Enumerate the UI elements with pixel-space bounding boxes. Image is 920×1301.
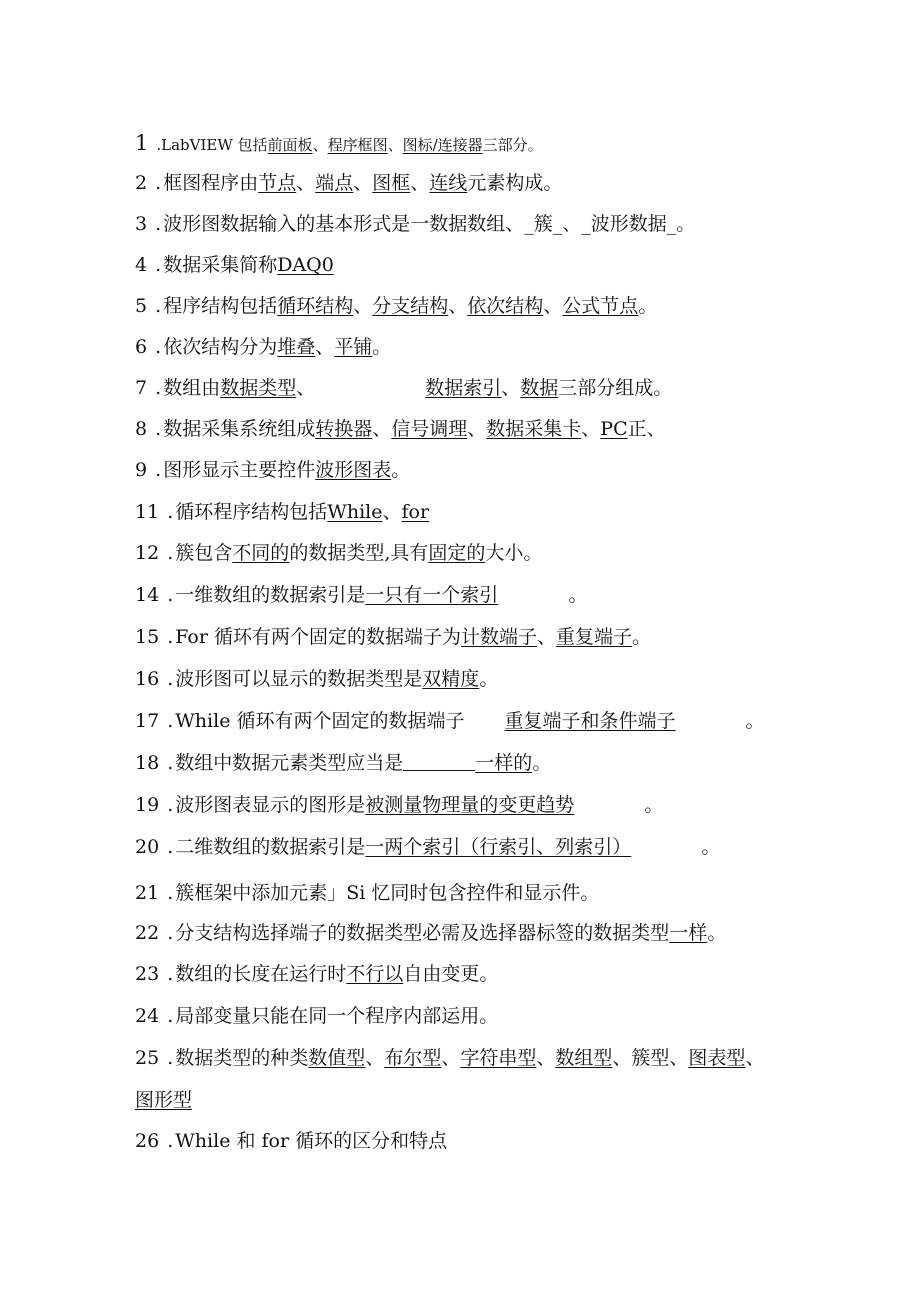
question-text: 大小。 <box>485 542 543 564</box>
list-dot: . <box>161 1047 174 1069</box>
question-line <box>135 792 805 818</box>
question-line <box>135 1045 805 1071</box>
question-text: 、 <box>441 1047 461 1069</box>
answer-blank-line <box>403 754 475 771</box>
question-text: 自由变更。 <box>403 963 499 985</box>
answer-underlined: DAQ0 <box>277 254 334 276</box>
question-text: 数组的长度在运行时 <box>175 963 347 985</box>
question-text: 三部分组成。 <box>558 377 673 399</box>
list-dot: . <box>161 626 174 648</box>
question-text: 。 <box>745 710 765 732</box>
question-text: 簇包含 <box>175 542 233 564</box>
answer-underlined: 转换器 <box>315 418 373 440</box>
question-text: 局部变量只能在同一个程序内部运用。 <box>175 1005 499 1027</box>
answer-underlined: 平铺 <box>334 336 373 358</box>
answer-underlined: 一只有一个索引 <box>365 584 499 606</box>
answer-underlined: 重复端子和条件端子 <box>504 710 676 732</box>
question-text: 框图程序由 <box>163 172 259 194</box>
list-dot: . <box>149 336 162 358</box>
question-text: 。 <box>632 626 652 648</box>
question-text: 、 <box>372 418 392 440</box>
answer-underlined: 图形型 <box>135 1089 193 1111</box>
answer-underlined: 程序框图 <box>327 136 388 154</box>
question-text: 图形显示主要控件 <box>163 459 316 481</box>
question-line <box>135 130 805 158</box>
question-number: 7 <box>135 377 148 399</box>
list-dot: . <box>149 418 162 440</box>
question-text: 、 <box>315 336 335 358</box>
question-line <box>135 666 805 692</box>
answer-underlined: 信号调理 <box>391 418 468 440</box>
question-line <box>135 750 805 776</box>
question-number: 14 <box>135 584 160 606</box>
question-line <box>135 416 805 442</box>
answer-underlined: 节点 <box>258 172 297 194</box>
question-text: 的数据类型,具有 <box>289 542 429 564</box>
answer-underlined: 一样 <box>669 922 708 944</box>
answer-underlined: 图框 <box>372 172 411 194</box>
question-text: 。 <box>479 668 499 690</box>
list-dot: . <box>161 710 174 732</box>
question-number: 24 <box>135 1005 160 1027</box>
question-line <box>135 170 805 196</box>
question-line <box>135 624 805 650</box>
question-text: 。 <box>644 794 664 816</box>
question-text: 数据类型的种类 <box>175 1047 309 1069</box>
question-line <box>135 457 805 483</box>
question-text: 分支结构选择端子的数据类型必需及选择器标签的数据类型 <box>175 922 670 944</box>
question-text: 依次结构分为 <box>163 336 278 358</box>
answer-underlined: 重复端子 <box>556 626 633 648</box>
question-line <box>135 540 805 566</box>
answer-underlined: 布尔型 <box>384 1047 442 1069</box>
answer-underlined: 字符串型 <box>460 1047 537 1069</box>
question-text: While 和 for 循环的区分和特点 <box>175 1130 448 1152</box>
answer-underlined: 分支结构 <box>372 295 449 317</box>
question-text: 数据采集系统组成 <box>163 418 316 440</box>
question-line <box>135 252 805 278</box>
question-text: 程序结构包括 <box>163 295 278 317</box>
list-dot: . <box>161 963 174 985</box>
question-number: 22 <box>135 922 160 944</box>
answer-underlined: 堆叠 <box>277 336 316 358</box>
question-text: 。 <box>638 295 658 317</box>
question-text: 。 <box>532 752 552 774</box>
question-number: 21 <box>135 882 160 904</box>
question-number: 3 <box>135 213 148 235</box>
answer-underlined: 端点 <box>315 172 354 194</box>
question-number: 5 <box>135 295 148 317</box>
question-text: 循环程序结构包括 <box>175 501 328 523</box>
question-line <box>135 961 805 987</box>
question-line <box>135 293 805 319</box>
answer-underlined: 波形图表 <box>315 459 392 481</box>
question-number: 17 <box>135 710 160 732</box>
answer-underlined: for <box>401 501 430 523</box>
question-line <box>135 499 805 525</box>
question-text: For 循环有两个固定的数据端子为 <box>175 626 461 648</box>
question-number: 2 <box>135 172 148 194</box>
question-text: While 循环有两个固定的数据端子 <box>175 710 465 732</box>
question-line <box>135 1087 805 1113</box>
answer-underlined: 公式节点 <box>562 295 639 317</box>
question-text: 数组中数据元素类型应当是 <box>175 752 404 774</box>
question-number: 23 <box>135 963 160 985</box>
question-number: 25 <box>135 1047 160 1069</box>
question-text: 、 <box>365 1047 385 1069</box>
question-text: 。 <box>568 584 588 606</box>
list-dot: . <box>161 1005 174 1027</box>
question-text: 、 <box>296 172 316 194</box>
question-number: 12 <box>135 542 160 564</box>
list-dot: . <box>161 501 174 523</box>
question-text: 、 <box>410 172 430 194</box>
question-line <box>135 211 805 237</box>
question-text: 波形图数据输入的基本形式是一数据数组、_簇_、_波形数据_。 <box>163 213 696 235</box>
answer-underlined: 数据类型 <box>220 377 297 399</box>
question-text: .LabVIEW 包括 <box>156 136 268 154</box>
question-text: 、 <box>353 295 373 317</box>
question-text: 、 <box>581 418 601 440</box>
question-text: 二维数组的数据索引是 <box>175 836 366 858</box>
list-dot: . <box>161 542 174 564</box>
question-text: 、 <box>543 295 563 317</box>
question-number: 20 <box>135 836 160 858</box>
question-text: 、 <box>467 418 487 440</box>
list-dot: . <box>161 882 174 904</box>
question-number: 8 <box>135 418 148 440</box>
list-dot: . <box>149 295 162 317</box>
list-dot: . <box>149 377 162 399</box>
answer-underlined: 图表型 <box>688 1047 746 1069</box>
question-line <box>135 582 805 608</box>
list-dot: . <box>161 922 174 944</box>
answer-underlined: While <box>327 501 383 523</box>
answer-underlined: PC <box>600 418 628 440</box>
answer-underlined: 循环结构 <box>277 295 354 317</box>
question-text: 、 <box>501 377 521 399</box>
question-number: 19 <box>135 794 160 816</box>
list-dot: . <box>149 459 162 481</box>
answer-underlined: 数据索引 <box>425 377 502 399</box>
answer-underlined: 数据采集卡 <box>486 418 582 440</box>
list-dot: . <box>161 794 174 816</box>
list-dot: . <box>161 668 174 690</box>
list-dot: . <box>149 172 162 194</box>
question-text: 正、 <box>627 418 666 440</box>
question-line <box>135 334 805 360</box>
question-text: 、 <box>353 172 373 194</box>
question-text: 数组由 <box>163 377 221 399</box>
answer-underlined: 一两个索引（行索引、列索引） <box>365 836 632 858</box>
question-number: 1 <box>135 131 149 155</box>
question-text: 、 <box>536 1047 556 1069</box>
question-line <box>135 834 805 860</box>
question-text: 、 <box>382 501 402 523</box>
answer-underlined: 前面板 <box>267 136 313 154</box>
answer-underlined: 不行以 <box>346 963 404 985</box>
answer-underlined: 数据 <box>520 377 559 399</box>
question-line <box>135 375 805 401</box>
question-text: 。 <box>372 336 392 358</box>
question-text: 元素构成。 <box>467 172 563 194</box>
answer-underlined: 一样的 <box>475 752 533 774</box>
answer-underlined: 双精度 <box>422 668 480 690</box>
answer-underlined: 固定的 <box>428 542 486 564</box>
answer-underlined: 依次结构 <box>467 295 544 317</box>
question-text: 、 <box>387 136 403 154</box>
question-number: 18 <box>135 752 160 774</box>
question-text: 波形图表显示的图形是 <box>175 794 366 816</box>
question-line <box>135 1128 805 1154</box>
answer-underlined: 不同的 <box>232 542 290 564</box>
question-text: 。 <box>701 836 721 858</box>
list-dot: . <box>161 584 174 606</box>
list-dot: . <box>149 213 162 235</box>
question-number: 9 <box>135 459 148 481</box>
question-text: 、 <box>296 377 316 399</box>
question-text: 一维数组的数据索引是 <box>175 584 366 606</box>
answer-underlined: 图标/连接器 <box>402 136 483 154</box>
question-number: 16 <box>135 668 160 690</box>
answer-underlined: 数组型 <box>555 1047 613 1069</box>
question-number: 4 <box>135 254 148 276</box>
answer-underlined: 连线 <box>429 172 468 194</box>
question-line <box>135 1003 805 1029</box>
question-number: 26 <box>135 1130 160 1152</box>
question-text: 三部分。 <box>482 136 543 154</box>
question-text: 。 <box>391 459 411 481</box>
question-line <box>135 920 805 946</box>
answer-underlined: 被测量物理量的变更趋势 <box>365 794 575 816</box>
list-dot: . <box>149 254 162 276</box>
question-line <box>135 708 805 734</box>
question-text: 、簇型、 <box>612 1047 689 1069</box>
question-text: 波形图可以显示的数据类型是 <box>175 668 423 690</box>
list-dot: . <box>161 836 174 858</box>
question-number: 11 <box>135 501 160 523</box>
question-text: 簇框架中添加元素」Si 忆同时包含控件和显示件。 <box>175 882 600 904</box>
question-number: 15 <box>135 626 160 648</box>
question-text: 数据采集简称 <box>163 254 278 276</box>
answer-underlined: 计数端子 <box>461 626 538 648</box>
question-text: 、 <box>745 1047 765 1069</box>
question-line <box>135 880 805 906</box>
question-text: 、 <box>448 295 468 317</box>
question-number: 6 <box>135 336 148 358</box>
question-text: 、 <box>537 626 557 648</box>
list-dot: . <box>161 752 174 774</box>
question-text: 。 <box>707 922 727 944</box>
answer-underlined: 数值型 <box>308 1047 366 1069</box>
list-dot: . <box>161 1130 174 1152</box>
question-text: 、 <box>312 136 328 154</box>
